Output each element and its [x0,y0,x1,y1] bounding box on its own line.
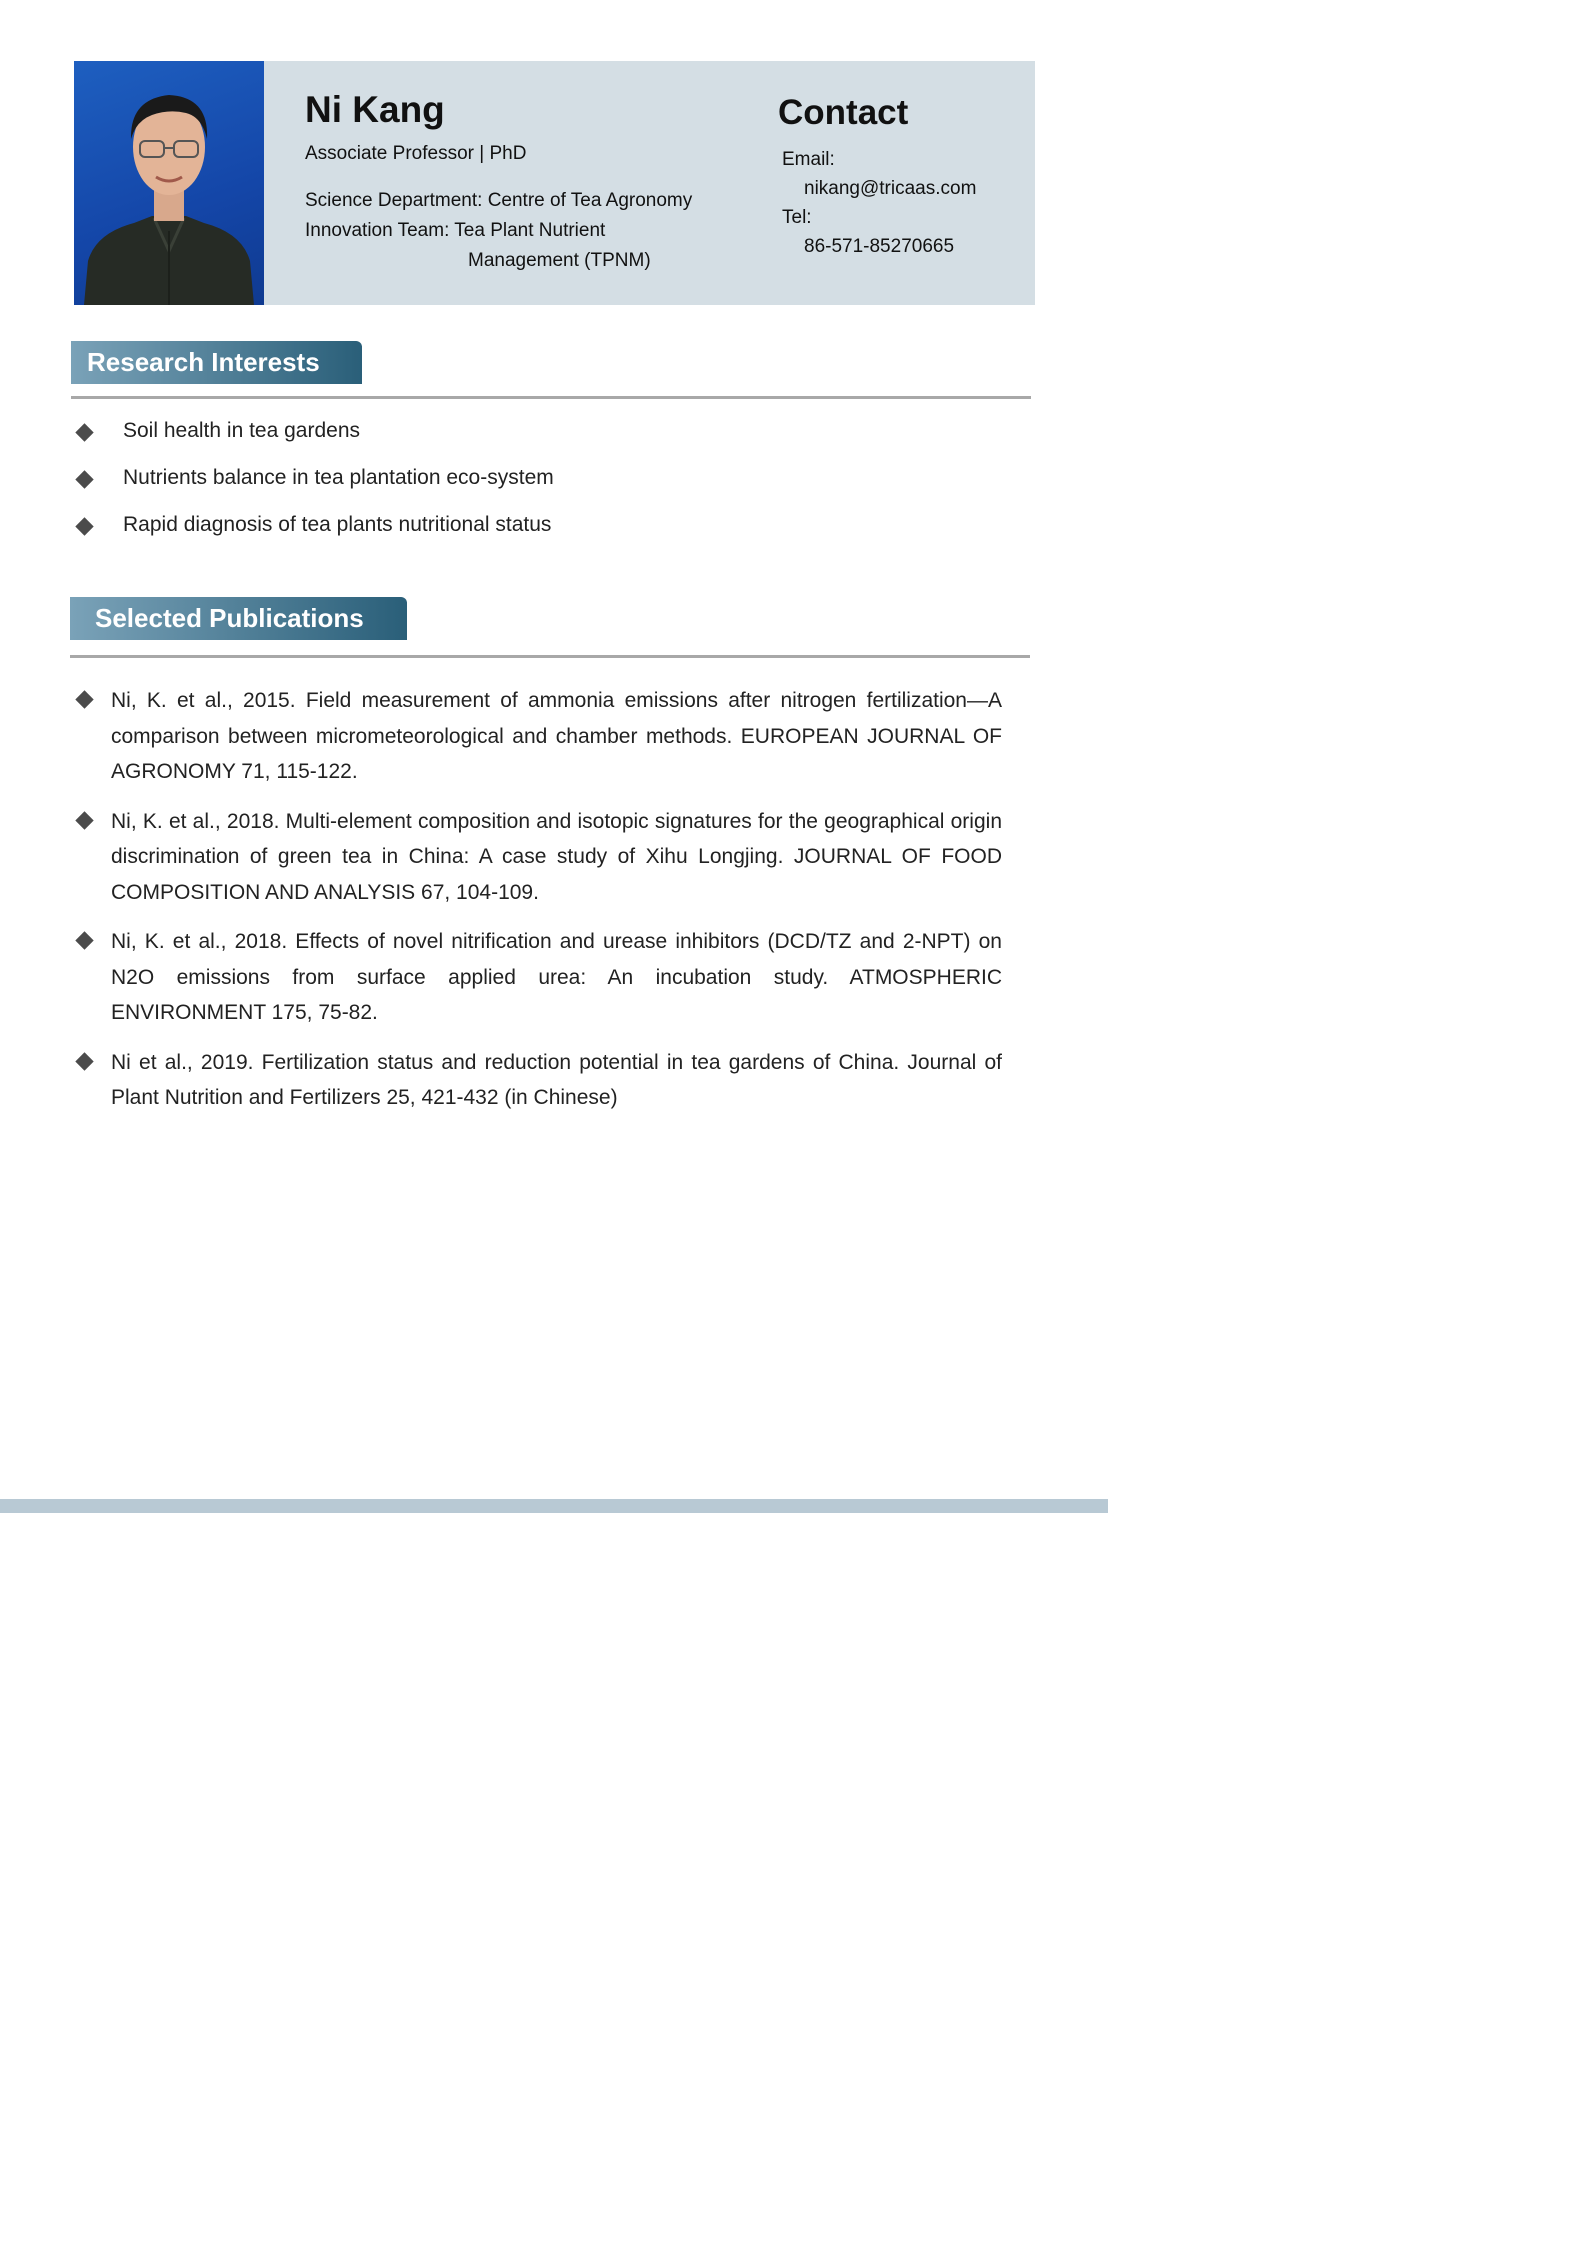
tel-value: 86-571-85270665 [804,236,955,257]
list-item [71,924,1002,1031]
list-item [71,683,1002,790]
diamond-bullet-icon [75,1052,93,1070]
publication-text: Ni, K. et al., 2015. Field measurement of ammonia emissions after nitrogen fertilization—A comparison between micrometeorological and chamber methods. EUROPEAN JOURNAL OF AGRONOMY 71, 115-122. [111,689,1002,783]
email-label: Email: [782,149,835,170]
contact-details [782,145,976,261]
diamond-bullet-icon [75,931,93,949]
diamond-bullet-icon [75,517,93,535]
footer-bar [0,1499,1108,1513]
interest-text: Nutrients balance in tea plantation eco-system [123,466,554,489]
diamond-bullet-icon [75,690,93,708]
contact-heading: Contact [778,93,909,132]
interest-text: Rapid diagnosis of tea plants nutritional status [123,513,552,536]
publications-divider [70,655,1030,658]
research-interests-heading: Research Interests [71,341,362,384]
diamond-bullet-icon [75,811,93,829]
publication-text: Ni et al., 2019. Fertilization status and reduction potential in tea gardens of China. Journal of Plant Nutrition and Fertilizers 25, 421-432 (in Chinese) [111,1050,1002,1109]
profile-photo [74,61,264,305]
department-info [305,186,692,276]
team-line-1: Innovation Team: Tea Plant Nutrient [305,220,606,241]
person-name: Ni Kang [305,89,445,130]
diamond-bullet-icon [75,470,93,488]
publication-text: Ni, K. et al., 2018. Effects of novel nitrification and urease inhibitors (DCD/TZ and 2-NPT) on N2O emissions from surface applied urea: An incubation study. ATMOSPHERIC ENVIRONMENT 175, 75-82. [111,930,1002,1024]
list-item [71,1045,1002,1116]
publications-list [71,683,1002,1130]
list-item [71,804,1002,911]
department-line: Science Department: Centre of Tea Agronomy [305,190,693,211]
research-divider [71,396,1031,399]
person-role: Associate Professor | PhD [305,143,527,164]
team-line-2: Management (TPNM) [468,250,651,271]
email-value[interactable]: nikang@tricaas.com [804,178,977,199]
tel-label: Tel: [782,207,812,228]
interest-text: Soil health in tea gardens [123,419,360,442]
portrait-illustration [74,61,264,305]
profile-header [74,61,1035,305]
publication-text: Ni, K. et al., 2018. Multi-element composition and isotopic signatures for the geographical origin discrimination of green tea in China: A case study of Xihu Longjing. JOURNAL OF FOOD COMPOSITION AND ANALYSIS 67, 104-109. [111,809,1002,904]
diamond-bullet-icon [75,423,93,441]
selected-publications-heading: Selected Publications [70,597,407,640]
